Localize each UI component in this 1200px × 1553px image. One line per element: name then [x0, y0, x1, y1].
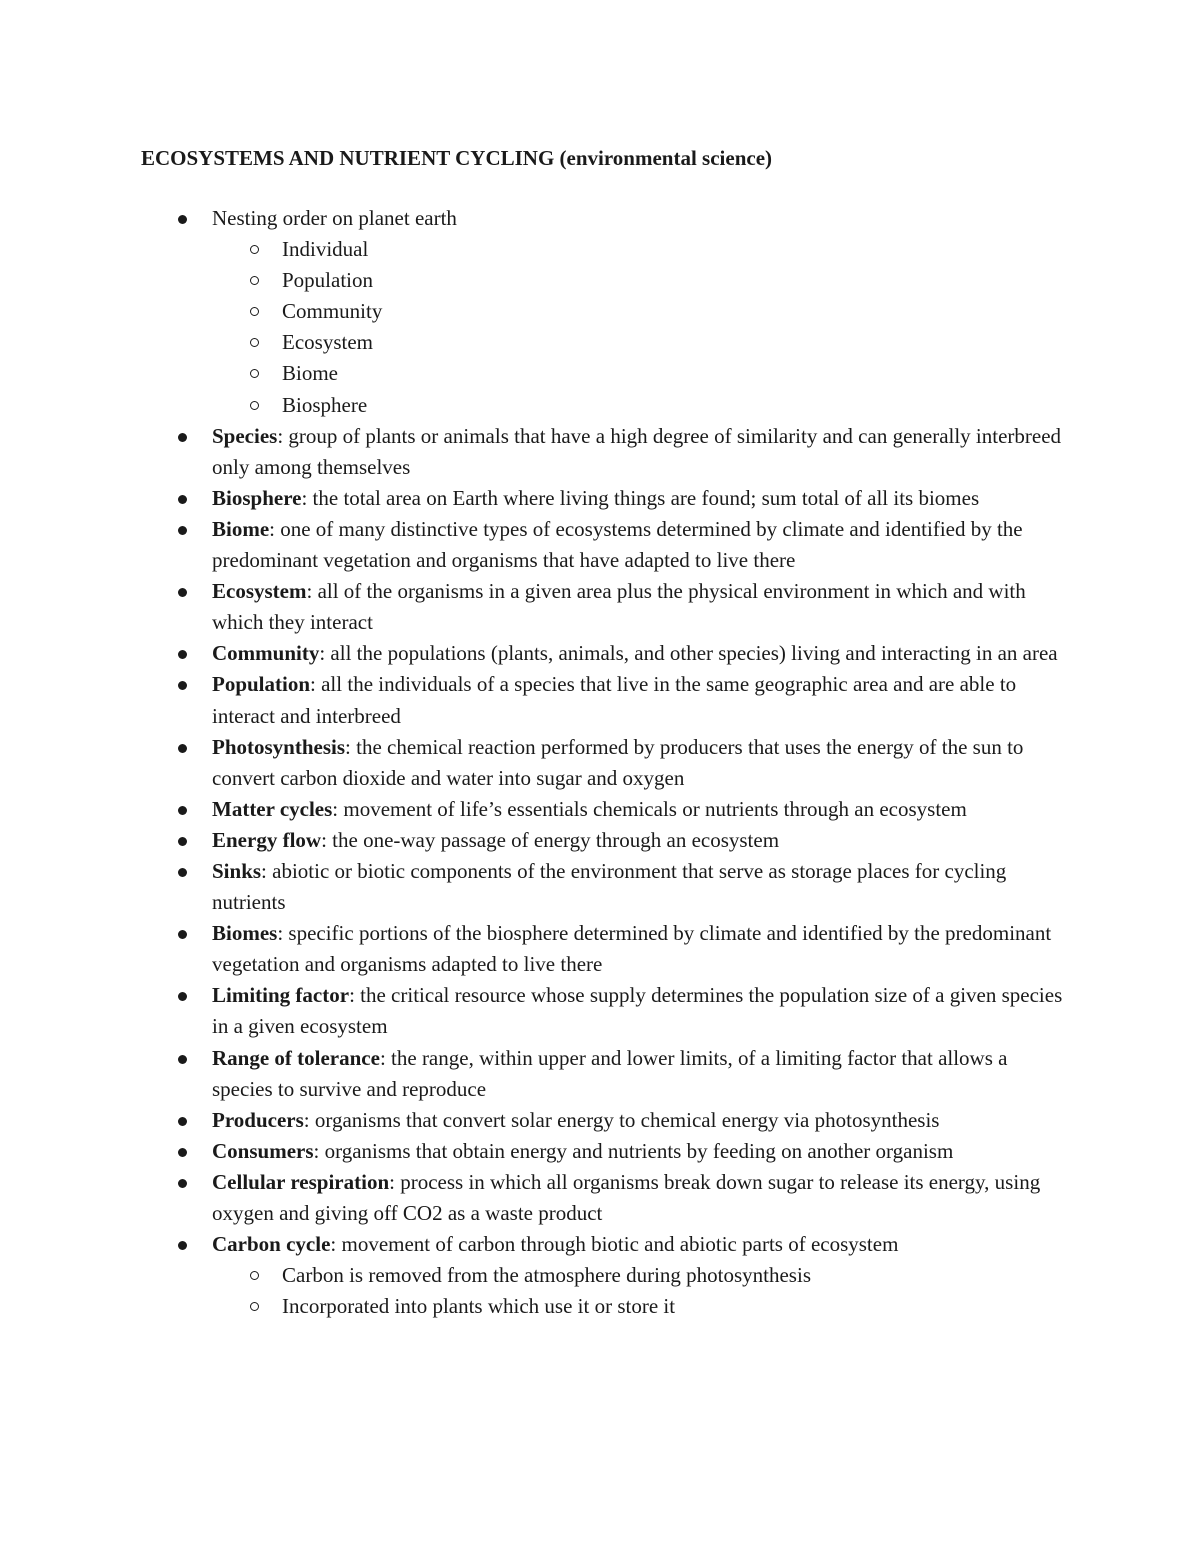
term-definition: : all the individuals of a species that live in the same geographic area and are able to interact and interbreed — [212, 672, 1017, 728]
term-label: Species — [212, 423, 278, 448]
list-item — [0, 794, 1072, 825]
list-item — [0, 576, 1072, 638]
term-definition: : abiotic or biotic components of the environment that serve as storage places for cycling nutrients — [212, 858, 1007, 915]
sub-list-item — [212, 1260, 1072, 1291]
list-item — [0, 980, 1072, 1042]
sub-item-text: Community — [282, 299, 383, 324]
term-definition: : all of the organisms in a given area plus the physical environment in which and with which they interact — [212, 579, 1026, 635]
bullet-icon — [178, 650, 187, 659]
bullet-icon — [178, 1148, 187, 1157]
list-item — [0, 514, 1072, 576]
bullet-icon — [178, 992, 187, 1001]
sub-item-text: Incorporated into plants which use it or store it — [282, 1294, 676, 1319]
list-item — [0, 638, 1072, 669]
sub-list — [0, 1260, 1072, 1322]
sub-list-item — [212, 390, 1072, 421]
term-definition: : organisms that convert solar energy to chemical energy via photosynthesis — [303, 1107, 940, 1132]
sub-list-item — [212, 296, 1072, 327]
term-label: Energy flow — [212, 827, 322, 852]
hollow-bullet-icon — [250, 307, 259, 316]
term-label: Biosphere — [212, 485, 302, 510]
term-label: Biome — [212, 516, 270, 541]
bullet-icon — [178, 1179, 187, 1188]
term-definition: : the chemical reaction performed by producers that uses the energy of the sun to convert carbon dioxide and water into sugar and oxygen — [212, 734, 1024, 790]
term-label: Photosynthesis — [212, 734, 346, 759]
document-title: ECOSYSTEMS AND NUTRIENT CYCLING (environmental science) — [141, 146, 773, 170]
term-label: Population — [212, 672, 311, 697]
list-item — [0, 825, 1072, 856]
term-definition: : the total area on Earth where living things are found; sum total of all its biomes — [301, 485, 980, 510]
term-definition: : movement of life’s essentials chemicals or nutrients through an ecosystem — [332, 796, 967, 821]
term-definition: : the range, within upper and lower limits, of a limiting factor that allows a species to survive and reproduce — [212, 1045, 1008, 1101]
term-label: Cellular respiration — [212, 1169, 390, 1194]
sub-list-item — [212, 358, 1072, 389]
sub-list-item — [212, 1291, 1072, 1322]
hollow-bullet-icon — [250, 401, 259, 410]
sub-list — [0, 234, 1072, 421]
term-label: Ecosystem — [212, 579, 307, 604]
term-label: Biomes — [212, 921, 278, 946]
bullet-icon — [178, 1055, 187, 1064]
term-definition: : movement of carbon through biotic and abiotic parts of ecosystem — [330, 1232, 899, 1257]
term-label: Sinks — [212, 858, 262, 883]
hollow-bullet-icon — [250, 245, 259, 254]
term-label: Range of tolerance — [212, 1045, 380, 1070]
bullet-icon — [178, 215, 187, 224]
term-label: Consumers — [212, 1138, 314, 1163]
list-item — [0, 669, 1072, 731]
sub-list-item — [212, 265, 1072, 296]
term-definition: : process in which all organisms break down sugar to release its energy, using oxygen and giving off CO2 as a waste product — [212, 1169, 1041, 1225]
hollow-bullet-icon — [250, 1271, 259, 1280]
term-label: Limiting factor — [212, 983, 350, 1008]
sub-item-text: Individual — [282, 237, 369, 262]
bullet-icon — [178, 837, 187, 846]
bullet-icon — [178, 433, 187, 442]
bullet-icon — [178, 588, 187, 597]
hollow-bullet-icon — [250, 1302, 259, 1311]
term-definition: : all the populations (plants, animals, and other species) living and interacting in an area — [319, 641, 1058, 666]
bullet-icon — [178, 868, 187, 877]
term-definition: : one of many distinctive types of ecosystems determined by climate and identified by the predominant vegetation and organisms that have adapted to live there — [212, 516, 1023, 573]
sub-item-text: Ecosystem — [282, 330, 373, 355]
list-item — [0, 856, 1072, 918]
bullet-list — [0, 203, 1200, 1322]
sub-item-text: Biosphere — [282, 392, 368, 417]
term-definition: : organisms that obtain energy and nutrients by feeding on another organism — [313, 1138, 954, 1163]
list-item — [0, 483, 1072, 514]
bullet-icon — [178, 495, 187, 504]
term-label: Matter cycles — [212, 796, 333, 821]
list-item — [0, 918, 1072, 980]
bullet-icon — [178, 744, 187, 753]
bullet-icon — [178, 806, 187, 815]
sub-item-text: Population — [282, 268, 374, 293]
list-item — [0, 732, 1072, 794]
sub-list-item — [212, 327, 1072, 358]
bullet-icon — [178, 681, 187, 690]
bullet-icon — [178, 1117, 187, 1126]
hollow-bullet-icon — [250, 338, 259, 347]
list-item — [0, 1105, 1072, 1136]
list-item — [0, 1167, 1072, 1229]
term-definition: : specific portions of the biosphere determined by climate and identified by the predominant vegetation and organisms adapted to live there — [212, 921, 1052, 977]
list-item — [0, 1136, 1072, 1167]
hollow-bullet-icon — [250, 369, 259, 378]
sub-list-item — [212, 234, 1072, 265]
bullet-icon — [178, 930, 187, 939]
hollow-bullet-icon — [250, 276, 259, 285]
list-item — [0, 203, 1072, 421]
term-label: Community — [212, 641, 320, 666]
bullet-icon — [178, 1241, 187, 1250]
list-item — [0, 1043, 1072, 1105]
term-definition: : the critical resource whose supply determines the population size of a given species in a given ecosystem — [212, 983, 1063, 1039]
sub-item-text: Biome — [282, 361, 338, 386]
term-definition: : group of plants or animals that have a high degree of similarity and can generally interbreed only among themselves — [212, 423, 1062, 479]
term-label: Producers — [212, 1107, 304, 1132]
bullet-icon — [178, 526, 187, 535]
list-item — [0, 421, 1072, 483]
term-definition: : the one-way passage of energy through an ecosystem — [321, 827, 780, 852]
sub-item-text: Carbon is removed from the atmosphere during photosynthesis — [282, 1263, 811, 1288]
term-label: Carbon cycle — [212, 1232, 331, 1257]
item-text: Nesting order on planet earth — [212, 206, 457, 230]
list-item — [0, 1229, 1072, 1322]
